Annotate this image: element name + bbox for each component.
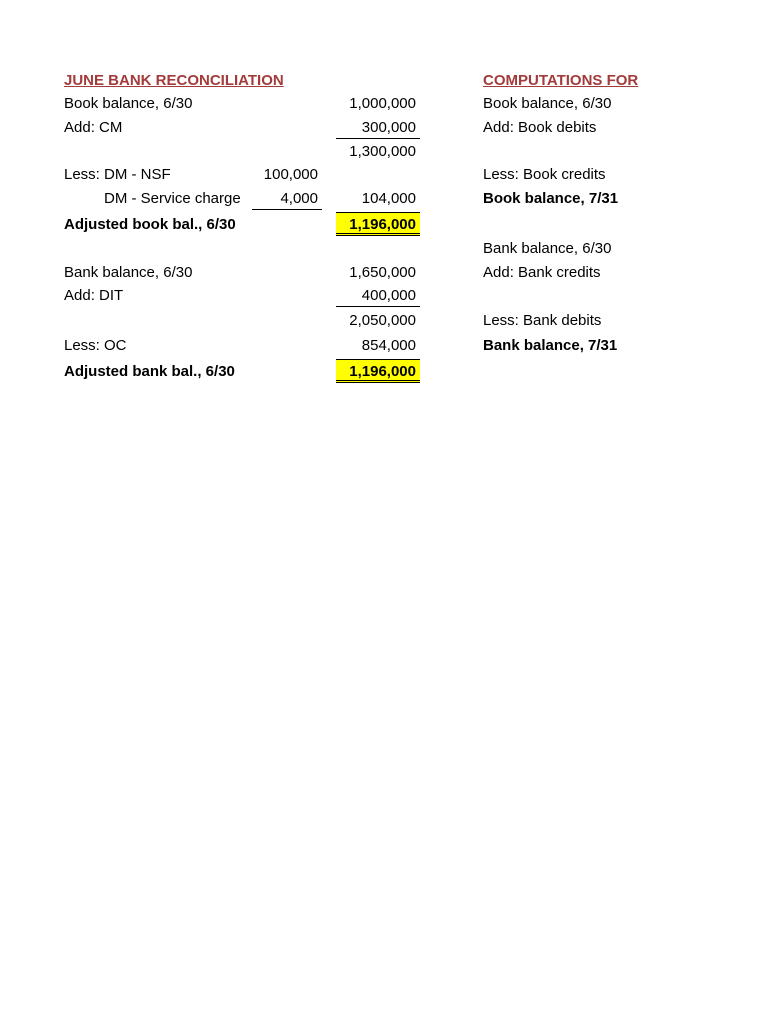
comp-add-book-debits-label: Add: Book debits [483, 119, 597, 136]
add-cm-label: Add: CM [64, 119, 123, 136]
less-dm-nsf-label: Less: DM - NSF [64, 166, 171, 183]
bank-subtotal-value: 2,050,000 [349, 312, 416, 329]
comp-book-balance-label: Book balance, 6/30 [483, 95, 612, 112]
dm-total-value: 104,000 [361, 190, 416, 207]
computations-title: COMPUTATIONS FOR [483, 72, 639, 89]
dm-service-charge-value: 4,000 [252, 188, 322, 210]
adjusted-bank-balance-value: 1,196,000 [336, 359, 420, 383]
less-dm-nsf-value: 100,000 [263, 166, 318, 183]
less-oc-value: 854,000 [361, 337, 416, 354]
less-oc-label: Less: OC [64, 337, 127, 354]
comp-add-bank-credits-label: Add: Bank credits [483, 264, 601, 281]
book-balance-label: Book balance, 6/30 [64, 95, 193, 112]
comp-less-book-credits-label: Less: Book credits [483, 166, 606, 183]
book-subtotal-value: 1,300,000 [349, 143, 416, 160]
comp-bank-balance-label: Bank balance, 6/30 [483, 240, 612, 257]
comp-bank-balance-end-label: Bank balance, 7/31 [483, 337, 618, 354]
adjusted-book-balance-label: Adjusted book bal., 6/30 [64, 216, 236, 233]
adjusted-book-balance-value: 1,196,000 [336, 212, 420, 236]
add-dit-label: Add: DIT [64, 287, 124, 304]
add-dit-value: 400,000 [336, 285, 420, 307]
book-balance-value: 1,000,000 [349, 95, 416, 112]
dm-service-charge-label: DM - Service charge [104, 190, 241, 207]
bank-balance-value: 1,650,000 [349, 264, 416, 281]
adjusted-bank-balance-label: Adjusted bank bal., 6/30 [64, 363, 235, 380]
add-cm-value: 300,000 [336, 117, 420, 139]
comp-book-balance-end-label: Book balance, 7/31 [483, 190, 619, 207]
comp-less-bank-debits-label: Less: Bank debits [483, 312, 602, 329]
reconciliation-title: JUNE BANK RECONCILIATION [64, 72, 284, 89]
bank-balance-label: Bank balance, 6/30 [64, 264, 193, 281]
